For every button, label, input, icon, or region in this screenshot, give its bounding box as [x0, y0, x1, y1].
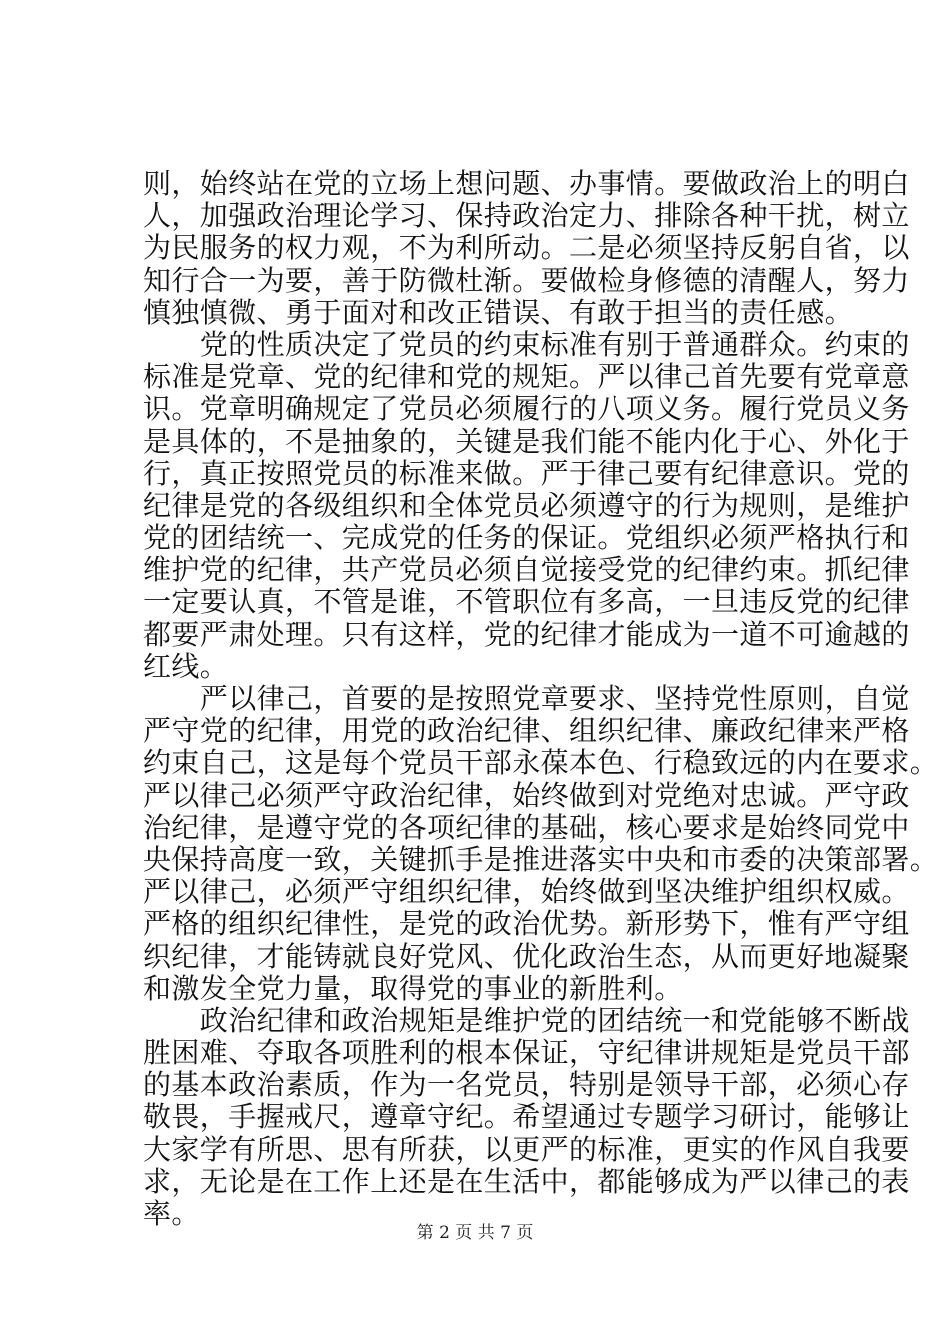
text-line: 和激发全党力量，取得党的事业的新胜利。: [143, 971, 683, 1005]
text-line: 求，无论是在工作上还是在生活中，都能够成为严以律己的表: [143, 1164, 910, 1198]
text-line: 政治纪律和政治规矩是维护党的团结统一和党能够不断战: [143, 1003, 910, 1037]
page-number-label: 第 2 页 共 7 页: [416, 1223, 534, 1243]
text-line: 维护党的纪律，共产党员必须自觉接受党的纪律约束。抓纪律: [143, 553, 910, 587]
page-footer: [0, 1218, 950, 1243]
text-line: 慎独慎微、勇于面对和改正错误、有敢于担当的责任感。: [143, 295, 854, 329]
text-line: 是具体的，不是抽象的，关键是我们能不能内化于心、外化于: [143, 424, 910, 458]
text-line: 党的团结统一、完成党的任务的保证。党组织必须严格执行和: [143, 521, 910, 555]
text-line: 治纪律，是遵守党的各项纪律的基础，核心要求是始终同党中: [143, 810, 910, 844]
text-line: 率。: [143, 1197, 200, 1230]
text-line: 央保持高度一致，关键抓手是推进落实中央和市委的决策部署。: [143, 842, 939, 876]
text-line: 标准是党章、党的纪律和党的规矩。严以律己首先要有党章意: [143, 360, 910, 394]
text-line: 党的性质决定了党员的约束标准有别于普通群众。约束的: [143, 327, 910, 361]
text-line: 织纪律，才能铸就良好党风、优化政治生态，从而更好地凝聚: [143, 939, 910, 973]
text-line: 严守党的纪律，用党的政治纪律、组织纪律、廉政纪律来严格: [143, 714, 910, 748]
text-line: 严以律己，首要的是按照党章要求、坚持党性原则，自觉: [143, 682, 910, 715]
text-line: 严格的组织纪律性，是党的政治优势。新形势下，惟有严守组: [143, 907, 910, 941]
text-line: 一定要认真，不管是谁，不管职位有多高，一旦违反党的纪律: [143, 585, 910, 619]
document-body: [143, 167, 939, 1230]
text-line: 人，加强政治理论学习、保持政治定力、排除各种干扰，树立: [143, 199, 910, 233]
text-line: 约束自己，这是每个党员干部永葆本色、行稳致远的内在要求。: [143, 746, 939, 780]
text-line: 胜困难、夺取各项胜利的根本保证，守纪律讲规矩是党员干部: [143, 1036, 910, 1070]
text-line: 敬畏，手握戒尺，遵章守纪。希望通过专题学习研讨，能够让: [143, 1100, 910, 1134]
text-line: 严以律己，必须严守组织纪律，始终做到坚决维护组织权威。: [143, 875, 910, 909]
text-line: 则，始终站在党的立场上想问题、办事情。要做政治上的明白: [143, 167, 910, 200]
text-line: 严以律己必须严守政治纪律，始终做到对党绝对忠诚。严守政: [143, 778, 910, 812]
text-line: 都要严肃处理。只有这样，党的纪律才能成为一道不可逾越的: [143, 617, 910, 651]
text-line: 行，真正按照党员的标准来做。严于律己要有纪律意识。党的: [143, 456, 910, 490]
text-line: 为民服务的权力观，不为利所动。二是必须坚持反躬自省，以: [143, 231, 910, 265]
text-line: 纪律是党的各级组织和全体党员必须遵守的行为规则，是维护: [143, 488, 910, 522]
text-line: 大家学有所思、思有所获，以更严的标准，更实的作风自我要: [143, 1132, 910, 1166]
text-line: 的基本政治素质，作为一名党员，特别是领导干部，必须心存: [143, 1068, 910, 1102]
text-line: 知行合一为要，善于防微杜渐。要做检身修德的清醒人，努力: [143, 263, 910, 297]
text-line: 红线。: [143, 649, 229, 683]
text-line: 识。党章明确规定了党员必须履行的八项义务。履行党员义务: [143, 392, 910, 426]
